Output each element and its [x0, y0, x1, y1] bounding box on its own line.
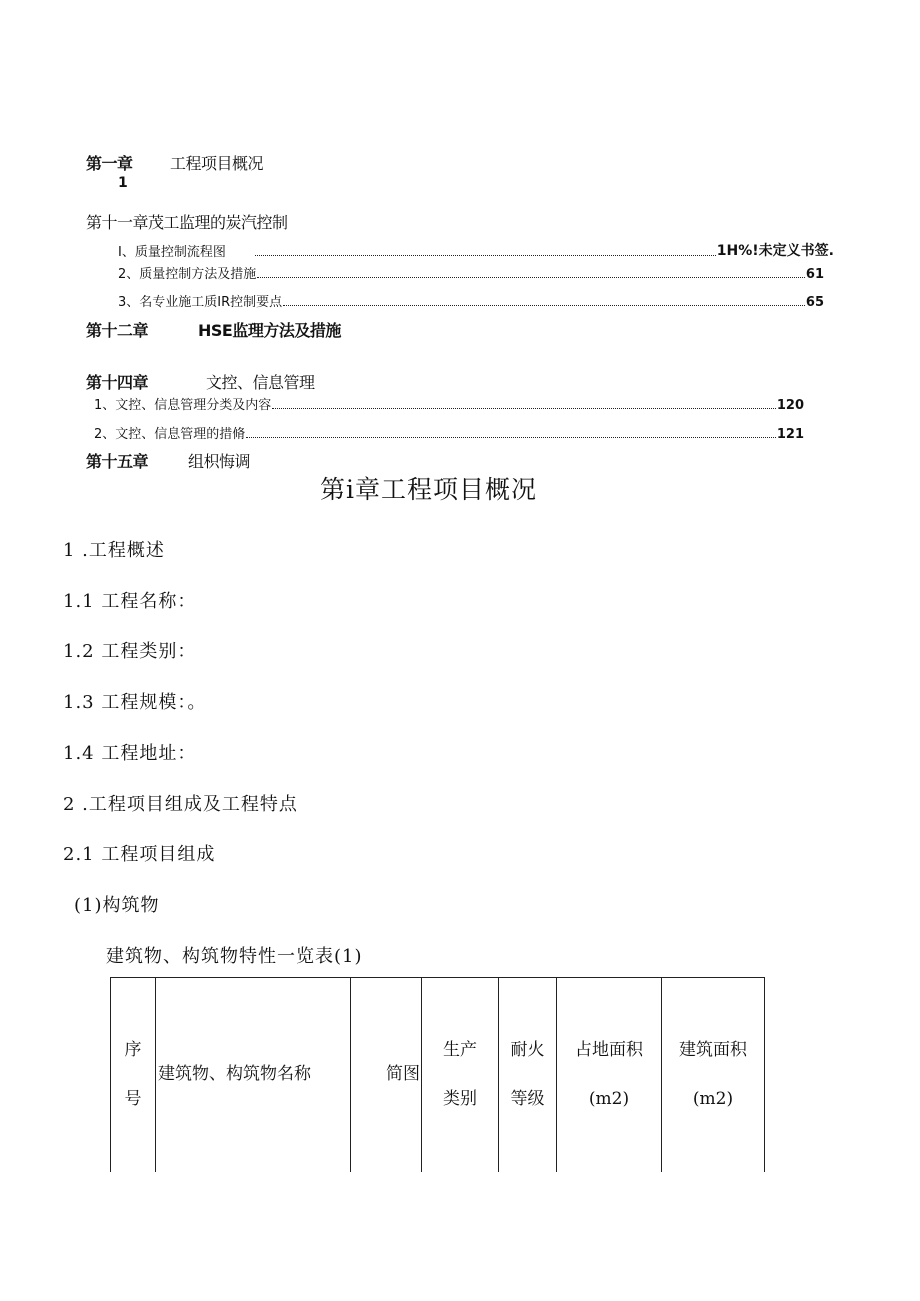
- header-text: 建筑面积: [679, 1039, 747, 1060]
- toc-chapter-title: 组枳悔调: [188, 452, 251, 471]
- toc-chapter-11[interactable]: 第十一章茂工监理的炭汽控制: [86, 213, 288, 232]
- toc-chapter-14[interactable]: [86, 370, 315, 393]
- header-text: 生产: [443, 1039, 477, 1060]
- section-2: 2 .工程项目组成及工程特点: [63, 794, 298, 815]
- section-1-1: 1.1 工程名称：: [63, 591, 197, 612]
- header-text: 耐火: [510, 1039, 545, 1060]
- toc-chapter-1-page: 1: [118, 175, 128, 191]
- toc-chapter-title: 工程项目概况: [170, 154, 264, 173]
- toc-item-page: 61: [805, 267, 824, 282]
- toc-chapter-15[interactable]: [86, 449, 251, 472]
- toc-item-quality-methods[interactable]: [118, 263, 824, 282]
- header-build-area: [662, 978, 765, 1173]
- table-caption: 建筑物、构筑物特性一览表(1): [106, 946, 363, 967]
- toc-chapter-title: HSE监理方法及措施: [198, 321, 341, 340]
- header-text: (m2): [588, 1089, 630, 1109]
- toc-item-page: 1H%!未定义书签.: [716, 243, 834, 259]
- building-spec-table: [110, 977, 765, 1172]
- toc-leader-dots: [255, 254, 716, 256]
- section-1-3: 1.3 工程规模：。: [63, 692, 207, 713]
- toc-leader-dots: [246, 436, 776, 438]
- header-text: 类别: [443, 1089, 477, 1109]
- table-header-row: [111, 978, 765, 1173]
- header-text: 简图: [386, 1064, 420, 1085]
- toc-item-doc-categories[interactable]: [94, 394, 804, 413]
- section-1: 1 .工程概述: [63, 540, 165, 561]
- toc-chapter-label: 第十五章: [86, 452, 149, 471]
- header-text: 占地面积: [575, 1039, 643, 1060]
- toc-chapter-12[interactable]: [86, 318, 341, 341]
- toc-item-label: 2、质量控制方法及措施: [118, 267, 257, 282]
- toc-item-label: 3、名专业施工质IR控制要点: [118, 295, 283, 310]
- toc-item-doc-measures[interactable]: [94, 423, 804, 442]
- toc-item-label: 1、文控、信息管理分类及内容: [94, 398, 272, 413]
- toc-chapter-title: 文控、信息管理: [206, 373, 315, 392]
- toc-item-quality-flow[interactable]: [118, 240, 834, 260]
- toc-leader-dots: [283, 304, 805, 306]
- section-1-4: 1.4 工程地址：: [63, 743, 197, 764]
- toc-chapter-label: 第十二章: [86, 321, 149, 340]
- toc-item-label: 2、文控、信息管理的措脩: [94, 427, 246, 442]
- section-2-1-1: (1)构筑物: [74, 895, 160, 916]
- chapter-title: 第i章工程项目概况: [320, 475, 537, 504]
- header-fire-rating: [499, 978, 557, 1173]
- section-1-2: 1.2 工程类别：: [63, 641, 197, 662]
- header-sketch: [351, 978, 422, 1173]
- toc-item-page: 121: [776, 427, 804, 442]
- header-text: 建筑物、构筑物名称: [158, 1064, 311, 1085]
- toc-chapter-1[interactable]: [86, 151, 264, 174]
- toc-leader-dots: [257, 276, 805, 278]
- toc-item-quality-points[interactable]: [118, 291, 824, 310]
- header-text: 序: [124, 1039, 142, 1060]
- toc-chapter-label: 第一章: [86, 154, 133, 173]
- toc-item-page: 120: [776, 398, 804, 413]
- header-name: [156, 978, 351, 1173]
- toc-chapter-label: 第十四章: [86, 373, 149, 392]
- header-land-area: [557, 978, 662, 1173]
- header-seq: [111, 978, 156, 1173]
- section-2-1: 2.1 工程项目组成: [63, 844, 216, 865]
- toc-item-page: 65: [805, 295, 824, 310]
- header-prod-category: [422, 978, 499, 1173]
- header-text: 号: [124, 1089, 142, 1109]
- header-text: 等级: [510, 1089, 545, 1109]
- toc-item-label: I、质量控制流程图: [118, 245, 226, 260]
- toc-leader-dots: [272, 407, 776, 409]
- header-text: (m2): [692, 1089, 734, 1109]
